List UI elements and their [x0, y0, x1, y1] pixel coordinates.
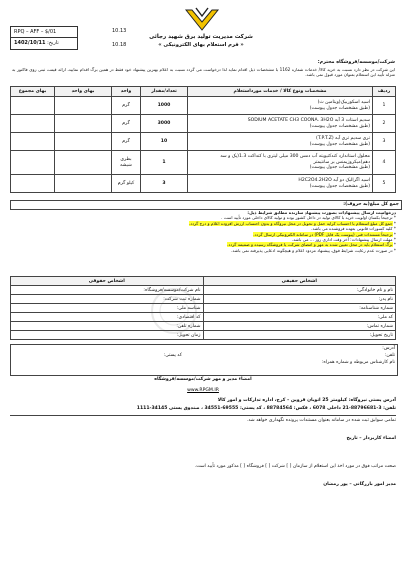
form-title: « فرم استعلام بهای الکترونیکی » [158, 42, 244, 48]
item-qty: 10 [141, 133, 188, 151]
legal-person-header: اشخاص حقوقی [11, 277, 204, 286]
row-number: 2 [373, 115, 396, 133]
term-item: * ترجیحاً بکسان اولویت خرید با کالای تولید در داخل کشور بوده و تولید کالای داخلی مورد تأیید است . [221, 215, 396, 221]
registration-number-field[interactable]: شماره ثبت شرکت: [11, 295, 204, 304]
form-code-box [10, 26, 78, 50]
company-name-field[interactable]: نام شرکت/موسسه/فروشگاه: [11, 286, 204, 295]
phone-number-field[interactable]: شماره تلفن: [11, 322, 204, 331]
delivery-time-field[interactable]: زمان تحویل: [11, 331, 204, 340]
delivery-date-field[interactable]: تاریخ تحویل: [203, 331, 396, 340]
term-item: * برگ استعلام باید در محل تعیین شده به مهر و امضای شرکت یا فروشگاه رسیده و ضمیمه گردد. [227, 242, 396, 248]
item-unit: گرم [112, 115, 141, 133]
full-name-field[interactable]: نام و نام خانوادگی: [203, 286, 396, 295]
contact-number-field[interactable]: شماره تماس: [203, 322, 396, 331]
row-number: 1 [373, 97, 396, 115]
table-row [11, 115, 396, 133]
intro [6, 60, 401, 79]
form-date [11, 37, 77, 48]
item-qty: 1 [141, 151, 188, 175]
table-row [11, 175, 396, 193]
item-unit: گرم [112, 133, 141, 151]
total-price-cell[interactable] [11, 175, 55, 193]
row-number: 3 [373, 133, 396, 151]
supplier-info-table [10, 276, 396, 340]
economic-code-field[interactable]: کد اقتصادی: [11, 313, 204, 322]
col-unitprice-header: بهای واحد [55, 87, 112, 97]
col-row-header: ردیف [373, 87, 396, 97]
national-id-field[interactable]: شناسه ملی: [11, 304, 204, 313]
terms-block [10, 210, 396, 253]
commerce-manager: مدیر امور بازرگانی – پور رمضان [323, 482, 396, 487]
item-unit: کیلو گرم [112, 175, 141, 193]
item-qty: 3 [141, 175, 188, 193]
officer-row [11, 359, 397, 366]
col-unit-header: واحد [112, 87, 141, 97]
date-label: تاریخ: [47, 40, 59, 46]
table-header-row [11, 87, 396, 97]
row-number: 5 [373, 175, 396, 193]
records-note: تمامی سوابق ثبت شده در سامانه بعنوان مستندات پرونده نگهداری خواهد شد. [246, 418, 396, 423]
item-desc: سدیم استات 3 آبه SODIUM ACETATE CH3 COONA. 3H2O (طبق مشخصات جدول پیوست) [188, 115, 373, 133]
term-item: * ترجیحاً مستندات فنی (پیوست یک فایل PDF) در سامانه الکترونیکی ارسال گردد. [253, 231, 396, 237]
seller-signature: امضاء مدیر و مهر شرکت/موسسه/فروشگاه [154, 377, 252, 382]
table-row [11, 133, 396, 151]
sum-total-row [10, 200, 402, 210]
user-signature-label: امضاء کاربردار – تاریخ [346, 436, 396, 441]
verification-note: صحت مراتب فوق در مورد اخذ این استعلام از سازمان [ ] شرکت [ ] فروشگاه [ ] مذکور مورد تأیید است. [194, 464, 396, 469]
phone-field[interactable]: تلفن: [384, 353, 395, 358]
id-number-field[interactable]: شماره شناسنامه: [203, 304, 396, 313]
table-row [11, 97, 396, 115]
item-desc: اسید اگزالیک دو آبه H2C2O4.2H2O (طبق مشخصات جدول پیوست) [188, 175, 373, 193]
table-row [11, 151, 396, 175]
item-unit: گرم [112, 97, 141, 115]
terms-intro: درخواست ارسال پیشنهادات بصورت پیشنهاد سازنده مطابق شرایط ذیل: [247, 210, 396, 215]
officer-field[interactable]: نام کارشناس مربوطه و شماره همراه: [321, 360, 395, 365]
father-name-field[interactable]: نام پدر: [203, 295, 396, 304]
item-unit: بطری شیشه [112, 151, 141, 175]
unit-price-cell[interactable] [55, 97, 112, 115]
term-item: * کلیه کسورات قانونی بعهده فروشنده می باشد. [311, 226, 396, 232]
plant-address: آدرس پستی نیروگاه: کیلومتر 25 اتوبان قزوین – کرج، اداره تدارکات و امور کالا [217, 398, 396, 403]
company-logo [182, 6, 222, 32]
col-total-header: بهای مجموع [11, 87, 55, 97]
national-code-field[interactable]: کد ملی: [203, 313, 396, 322]
term-item: * جمع کل مبلغ استعلام با احتساب کرایه حمل و تحویل در محل نیروگاه و بدون احتساب ارزش افزوده اعلام و درج گردد. [188, 220, 396, 226]
item-desc: تری سدیم تری آبه (T.P.T.Z) (طبق مشخصات جدول پیوست) [188, 133, 373, 151]
address-section [10, 344, 398, 376]
term-item: * در صورت عدم رعایت شرایط فوق، پیشنهاد مردود اعلام و هیچگونه ادعایی پذیرفته نمی باشد. [231, 247, 396, 253]
unit-price-cell[interactable] [55, 133, 112, 151]
item-desc: اسید اسکوربیک(ویتامین ث) (طبق مشخصات جدول پیوست) [188, 97, 373, 115]
revision-top: 10.13 [112, 28, 127, 34]
company-name: شرکت مدیریت تولید برق شهید رجائی [149, 34, 253, 40]
term-item: * مهلت ارسال پیشنهادات: آخر وقت اداری روز ... می باشد. [291, 237, 396, 243]
total-price-cell[interactable] [11, 115, 55, 133]
unit-price-cell[interactable] [55, 175, 112, 193]
greeting: شرکت/موسسه/فروشگاه محترم: [317, 60, 395, 65]
col-desc-header: مشخصات ونوع کالا / خدمات مورداستعلام [188, 87, 373, 97]
sum-total-label: جمع کل مبلغ(به حروف): [343, 202, 399, 207]
item-qty: 3000 [141, 115, 188, 133]
total-price-cell[interactable] [11, 97, 55, 115]
row-number: 4 [373, 151, 396, 175]
total-price-cell[interactable] [11, 151, 55, 175]
intro-text: این شرکت در نظر دارد نسبت به خرید کالا/ خدمات شماره 1162 با مشخصات ذیل اقدام نماید لذا درخواست می گردد نسبت به اعلام بهترین پیشنهاد خود فقط در همین برگ اقدام نمایید، ارائه قیمت ثبتی روی فاکتور به منزله تأیید این استعلام بعنوان مورد قبول نمی باشد. [12, 67, 395, 78]
unit-price-cell[interactable] [55, 151, 112, 175]
revision-bottom: 10.18 [112, 42, 127, 48]
website-link[interactable]: www.RPGM.IR [187, 388, 219, 393]
inquiry-form [6, 4, 401, 572]
item-desc: محلول استاندارد کندکتیویته آب دمس 300 میلی لیتری با کنداکت 1.3(یک و سه دهم)میکروزیمنس بر سانتیمتر (طبق مشخصات جدول پیوست) [188, 151, 373, 175]
divider [10, 415, 396, 416]
unit-price-cell[interactable] [55, 115, 112, 133]
date-value: 1402/10/11 [14, 40, 46, 46]
form-code: RPQ – AFF – $/01 [14, 29, 57, 35]
col-qty-header: تعداد/مقدار [141, 87, 188, 97]
items-table [10, 86, 396, 193]
item-qty: 1000 [141, 97, 188, 115]
address-field[interactable]: آدرس: [382, 346, 395, 351]
header [6, 4, 401, 60]
total-price-cell[interactable] [11, 133, 55, 151]
plant-phones: تلفن: 3-88796681-21 داخلی 6078 ، فکس: 88784564 ، کد پستی: 69555-34551 ، صندوق پستی 34145-1111 [136, 406, 396, 411]
postal-phone-row [11, 352, 397, 359]
natural-person-header: اشخاص حقیقی [203, 277, 396, 286]
postal-code-field[interactable]: کد پستی: [163, 353, 182, 358]
